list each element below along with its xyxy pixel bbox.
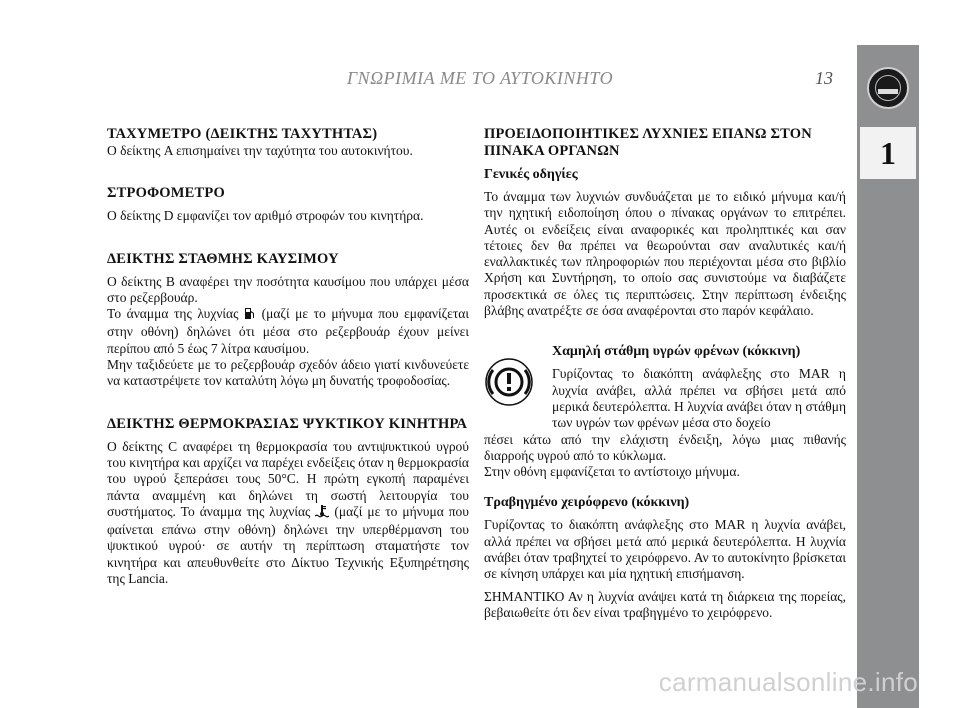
brake-fluid-text-b: πέσει κάτω από την ελάχιστη ένδειξη, λόγω μιας πιθανής διαρροής υγρού από το κύκλωμα. xyxy=(484,431,846,463)
warning-lights-heading: ΠΡΟΕΙΔΟΠΟΙΗΤΙΚΕΣ ΛΥΧΝΙΕΣ ΕΠΑΝΩ ΣΤΟΝ ΠΙΝΑΚΑ ΟΡΓΑΝΩΝ xyxy=(484,126,812,159)
general-instructions-heading: Γενικές οδηγίες xyxy=(484,167,578,182)
fuel-warning-text xyxy=(107,306,469,357)
brake-fluid-heading: Χαμηλή στάθμη υγρών φρένων (κόκκινη) xyxy=(552,344,801,360)
coolant-temp-heading: ΔΕΙΚΤΗΣ ΘΕΡΜΟΚΡΑΣΙΑΣ ΨΥΚΤΙΚΟΥ ΚΙΝΗΤΗΡΑ xyxy=(107,415,468,432)
handbrake-important-text: ΣΗΜΑΝΤΙΚΟ Αν η λυχνία ανάψει κατά τη διάρκεια της πορείας, βεβαιωθείτε ότι δεν είναι τραβηγμένο το χειρόφρενο. xyxy=(484,588,846,620)
chapter-number: 1 xyxy=(880,135,896,171)
brake-fluid-section xyxy=(484,343,846,480)
rev-counter-heading: ΣΤΡΟΦΟΜΕΤΡΟ xyxy=(107,185,225,202)
general-instructions-text: Το άναμμα των λυχνιών συνδυάζεται με το ειδικό μήνυμα και/ή την ηχητική ειδοποίηση όπου ο πίνακας οργάνων το επιτρέπει. Αυτές οι ενδείξεις είναι αναφορικές και προληπτικές και σαν τέτοιες δεν θα πρέπει να θεωρούνται σαν αναλυτικές και/ή εναλλακτικές των πληροφοριών που περιέχονται μέσα στο βιβλίο Χρήση και Συντήρηση, το οποίο σας συνιστούμε να διαβάζετε προσεκτικά σε όλες τις περιπτώσεις. Στην περίπτωση ένδειξης βλάβης ανατρέξτε σε όσα αναφέρονται στο παρόν κεφάλαιο. xyxy=(484,189,846,319)
brake-fluid-text-c: Στην οθόνη εμφανίζεται το αντίστοιχο μήνυμα. xyxy=(484,464,740,480)
lancia-logo-icon xyxy=(867,67,909,109)
watermark: carmanualsonline.info xyxy=(658,667,918,697)
fuel-caution-text: Μην ταξιδεύετε με το ρεζερβουάρ σχεδόν άδειο γιατί κινδυνεύετε να καταστρέψετε τον καταλύτη λόγω μη δυνατής τροφοδοσίας. xyxy=(107,357,469,389)
brake-warning-icon xyxy=(484,357,534,407)
coolant-temp-text-b: (μαζί με το μήνυμα που φαίνεται επάνω στην οθόνη) δηλώνει την υπερθέρμανση του ψυκτικού υγρού· σε αυτήν τη περίπτωση σταματήστε τον κινητήρα και απευθυνθείτε στο Δίκτυο Τεχνικής Εξυπηρέτησης της Lancia. xyxy=(107,503,469,587)
handbrake-heading: Τραβηγμένο χειρόφρενο (κόκκινη) xyxy=(484,495,690,511)
fuel-pump-icon xyxy=(244,306,256,324)
fuel-gauge-heading: ΔΕΙΚΤΗΣ ΣΤΑΘΜΗΣ ΚΑΥΣΙΜΟΥ xyxy=(107,250,339,267)
chapter-tab xyxy=(860,127,916,179)
tachometer-text: Ο δείκτης A επισημαίνει την ταχύτητα του αυτοκινήτου. xyxy=(107,143,413,158)
coolant-temperature-icon xyxy=(315,504,329,522)
handbrake-text: Γυρίζοντας το διακόπτη ανάφλεξης στο MAR η λυχνία ανάβει, αλλά πρέπει να σβήσει μετά από μερικά δευτερόλεπτα. Η λυχνία ανάβει όταν τραβηχτεί το χειρόφρενο. Αν το αυτοκίνητο βρίσκεται σε κίνηση υπάρχει και μία ηχητική επισήμανση. xyxy=(484,517,846,582)
page-number: 13 xyxy=(815,68,833,88)
fuel-warning-text-b: (μαζί με το μήνυμα που εμφανίζεται στην οθόνη) δηλώνει ότι μέσα στο ρεζερβουάρ έχουν μείνει περίπου από 5 έως 7 λίτρα καυσίμου. xyxy=(107,306,469,356)
fuel-warning-text-a: Το άναμμα της λυχνίας xyxy=(107,306,245,322)
logo-bar xyxy=(878,89,898,94)
tachometer-heading: ΤΑΧΥΜΕΤΡΟ (ΔΕΙΚΤΗΣ ΤΑΧΥΤΗΤΑΣ) xyxy=(107,126,378,142)
right-column xyxy=(484,126,846,621)
rev-counter-text: Ο δείκτης D εμφανίζει τον αριθμό στροφών του κινητήρα. xyxy=(107,208,424,224)
coolant-temp-text-a: Ο δείκτης C αναφέρει τη θερμοκρασία του αντιψυκτικού υγρού του κινητήρα και αρχίζει να παρέχει ενδείξεις όταν η θερμοκρασία του υγρού ξεπεράσει τους 50°C. Η πρώτη εγκοπή παραμένει πάντα αναμμένη και δηλώνει τη σωστή λειτουργία του συστήματος. Το άναμμα της λυχνίας xyxy=(107,438,469,519)
logo-ring xyxy=(875,75,901,101)
running-header: ΓΝΩΡΙΜΙΑ ΜΕ ΤΟ ΑΥΤΟΚΙΝΗΤΟ xyxy=(346,68,614,88)
coolant-temp-text xyxy=(107,439,469,588)
brake-fluid-text-a: Γυρίζοντας το διακόπτη ανάφλεξης στο MAR η λυχνία ανάβει, αλλά πρέπει να σβήσει μετά από μερικά δευτερόλεπτα. Η λυχνία ανάβει όταν η στάθμη των υγρών των φρένων μέσα στο δοχείο xyxy=(552,366,846,431)
left-column xyxy=(107,126,469,587)
fuel-gauge-text: Ο δείκτης B αναφέρει την ποσότητα καυσίμου που υπάρχει μέσα στο ρεζερβουάρ. xyxy=(107,273,469,305)
